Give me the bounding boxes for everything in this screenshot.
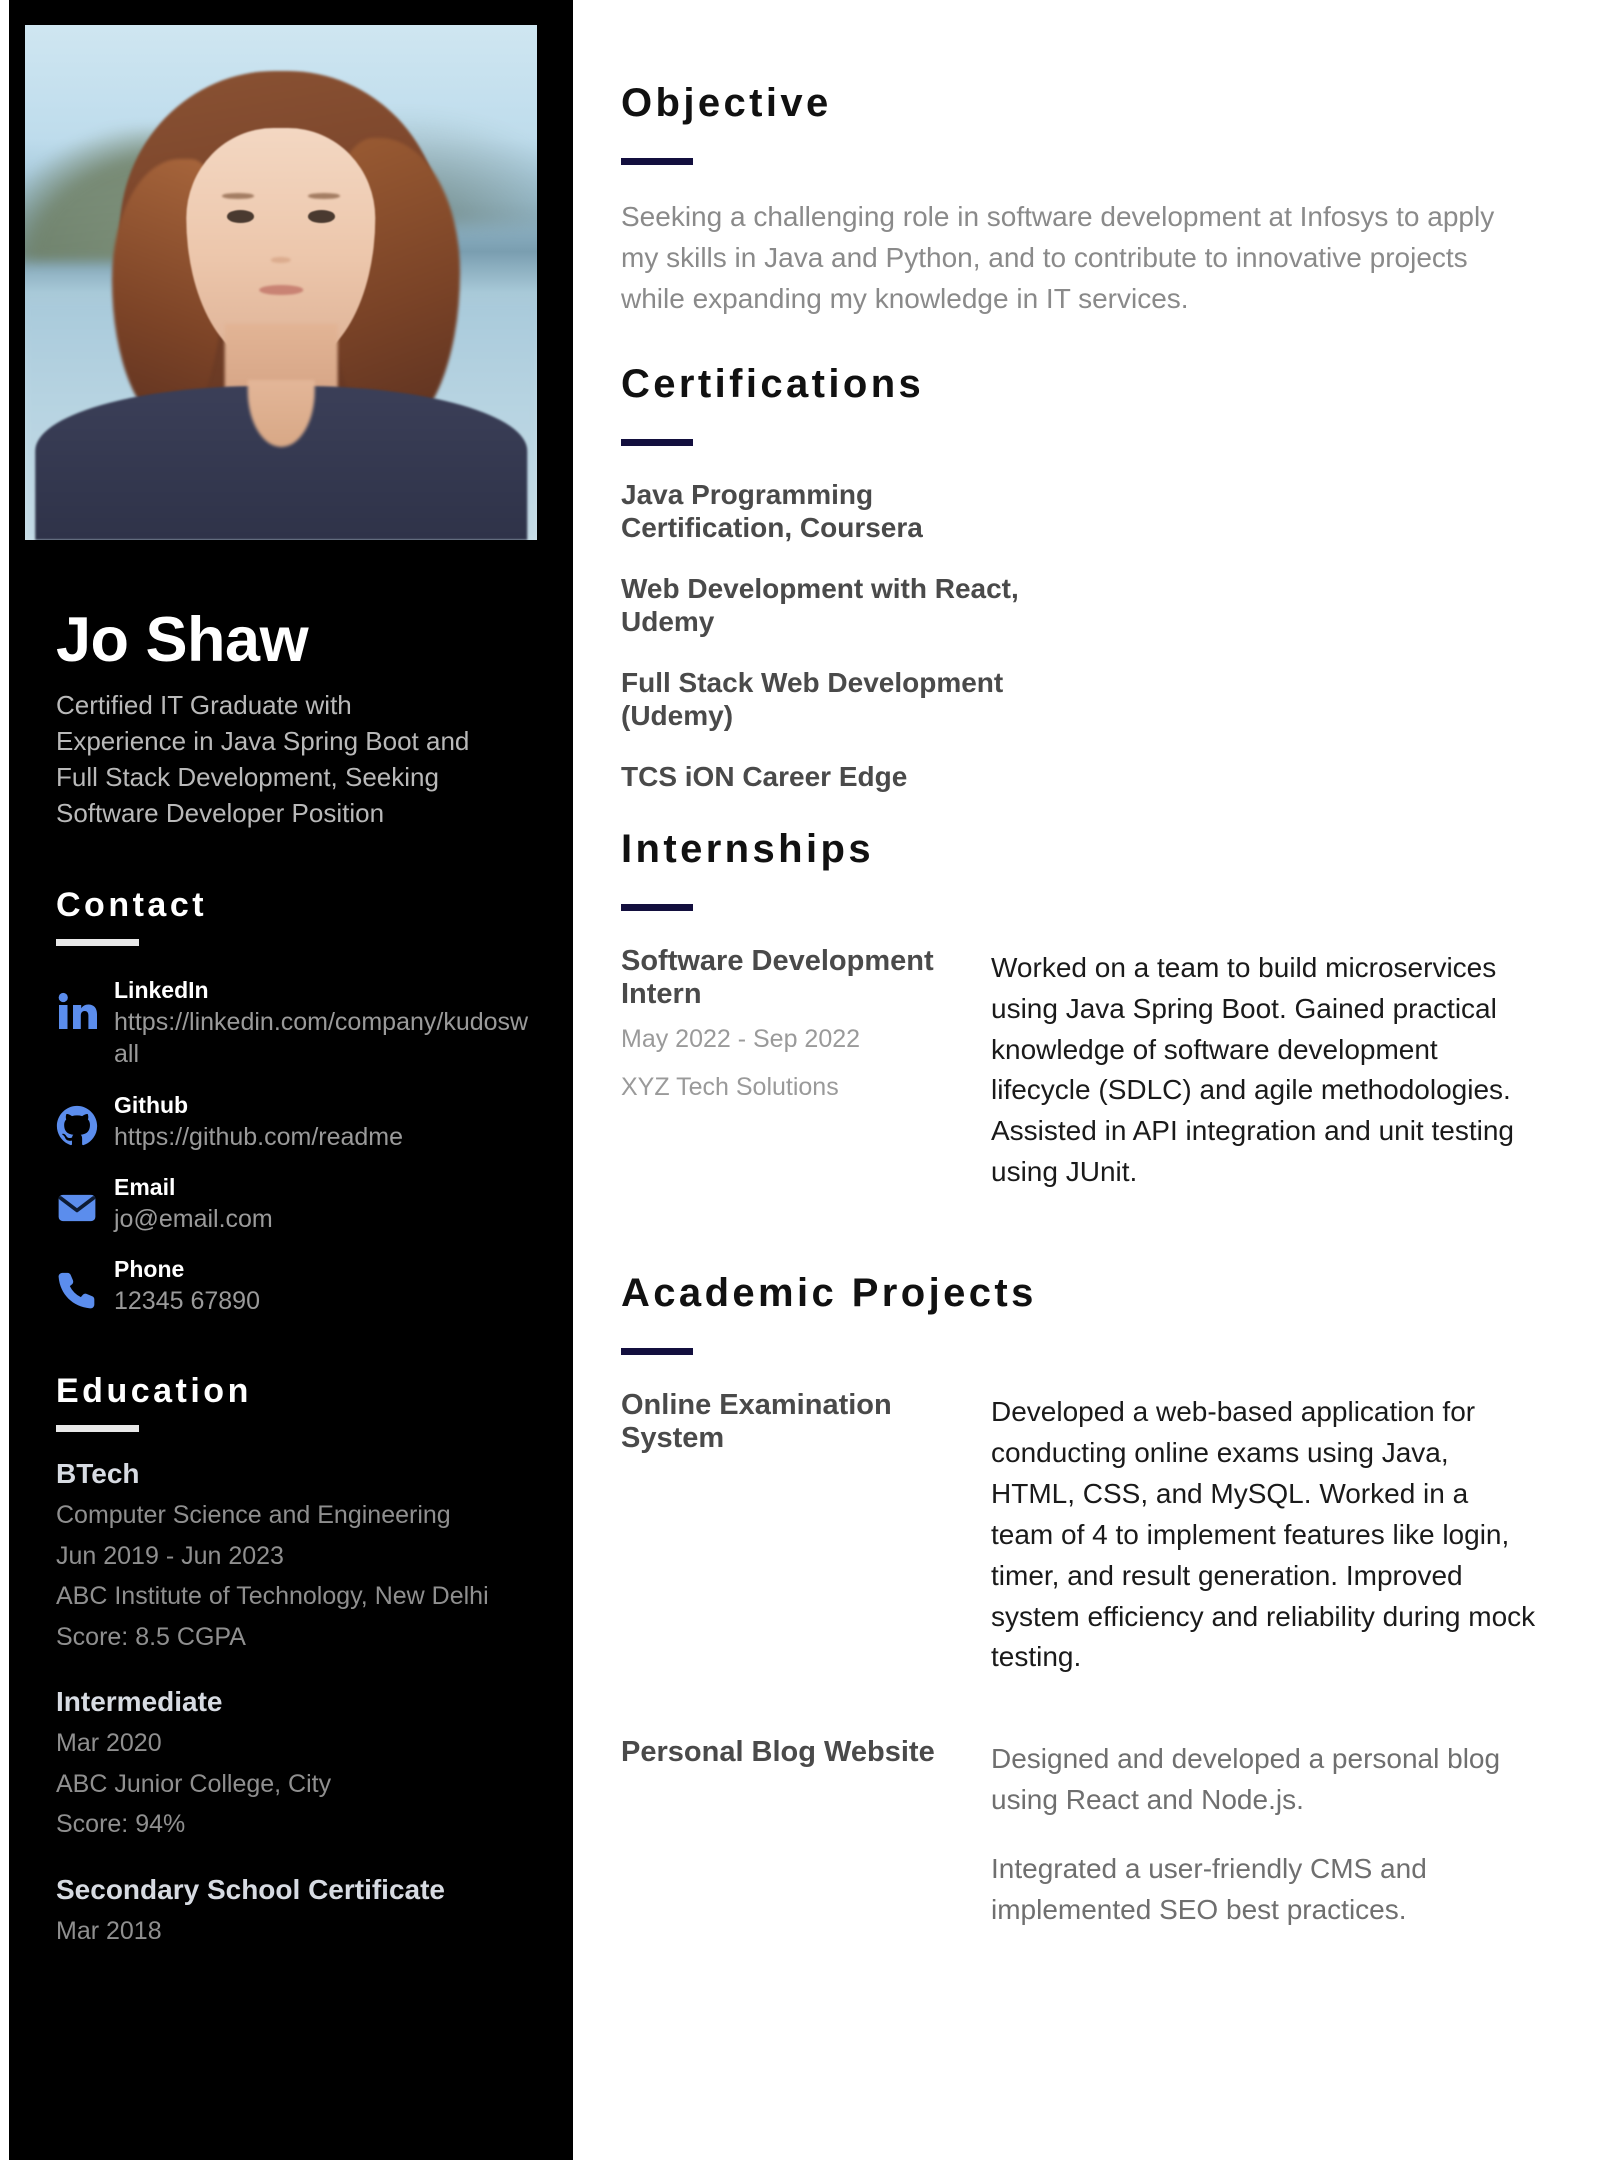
certifications-heading-rule bbox=[621, 439, 693, 446]
education-heading-rule bbox=[56, 1425, 139, 1432]
contact-value: https://github.com/readme bbox=[114, 1122, 404, 1151]
contact-item-linkedin[interactable] bbox=[56, 976, 531, 1071]
sidebar bbox=[9, 0, 573, 2160]
education-dates: ABC Junior College, City bbox=[56, 1769, 332, 1798]
section-academic-projects bbox=[621, 1271, 1536, 1931]
internship-entry bbox=[621, 945, 1536, 1193]
person-tagline: Certified IT Graduate with Experience in Java Spring Boot and Full Stack Development, Seeking Software Developer Position bbox=[56, 690, 470, 828]
certifications-list bbox=[621, 478, 1536, 793]
section-certifications bbox=[621, 362, 1536, 793]
contact-label: Phone bbox=[114, 1256, 185, 1283]
contact-value: https://linkedin.com/company/kudoswall bbox=[114, 1007, 529, 1069]
project-description-secondary: Integrated a user-friendly CMS and implemented SEO best practices. bbox=[991, 1853, 1427, 1925]
certifications-heading: Certifications bbox=[621, 362, 925, 406]
contact-list bbox=[56, 976, 531, 1318]
section-objective bbox=[621, 81, 1536, 320]
internships-heading: Internships bbox=[621, 826, 874, 871]
internship-company: XYZ Tech Solutions bbox=[621, 1073, 839, 1102]
education-field: Computer Science and Engineering bbox=[56, 1501, 451, 1529]
internship-dates: May 2022 - Sep 2022 bbox=[621, 1024, 861, 1053]
contact-value: 12345 67890 bbox=[114, 1287, 260, 1316]
certification-item: TCS iON Career Edge bbox=[621, 761, 908, 793]
education-field: Mar 2018 bbox=[56, 1916, 162, 1945]
project-description: Designed and developed a personal blog using React and Node.js. bbox=[991, 1743, 1501, 1816]
contact-label: LinkedIn bbox=[114, 976, 209, 1003]
project-title: Personal Blog Website bbox=[621, 1736, 935, 1769]
education-degree: BTech bbox=[56, 1457, 140, 1489]
education-degree: Intermediate bbox=[56, 1686, 223, 1717]
education-institute: ABC Institute of Technology, New Delhi bbox=[56, 1582, 489, 1610]
project-entry bbox=[621, 1736, 1536, 1931]
projects-heading: Academic Projects bbox=[621, 1271, 1037, 1316]
phone-icon bbox=[56, 1255, 112, 1311]
contact-item-github[interactable] bbox=[56, 1091, 531, 1153]
contact-item-phone[interactable] bbox=[56, 1255, 531, 1317]
internship-description: Worked on a team to build microservices using Java Spring Boot. Gained practical knowledge of software development lifecycle (SDLC) and agile methodologies. Assisted in API integration and unit testing using JUnit. bbox=[991, 951, 1514, 1188]
contact-heading: Contact bbox=[56, 885, 208, 924]
person-name: Jo Shaw bbox=[56, 605, 309, 675]
project-title: Online Examination System bbox=[621, 1389, 892, 1455]
linkedin-icon bbox=[56, 976, 112, 1032]
education-field: Mar 2020 bbox=[56, 1729, 162, 1758]
contact-heading-rule bbox=[56, 939, 139, 946]
main-column bbox=[573, 0, 1598, 2160]
education-heading: Education bbox=[56, 1371, 252, 1410]
contact-label: Github bbox=[114, 1091, 189, 1118]
education-entry bbox=[56, 1874, 531, 1947]
objective-text: Seeking a challenging role in software development at Infosys to apply my skills in Java and Python, and to contribute to innovative projects while expanding my knowledge in IT services. bbox=[621, 201, 1495, 315]
objective-heading: Objective bbox=[621, 81, 832, 126]
contact-label: Email bbox=[114, 1174, 176, 1201]
education-institute: Score: 94% bbox=[56, 1810, 186, 1839]
education-list bbox=[56, 1458, 531, 1947]
education-entry bbox=[56, 1458, 531, 1652]
education-score: Score: 8.5 CGPA bbox=[56, 1622, 246, 1651]
github-icon bbox=[56, 1091, 112, 1147]
section-internships bbox=[621, 827, 1536, 1193]
project-description: Developed a web-based application for conducting online exams using Java, HTML, CSS, and MySQL. Worked in a team of 4 to implement features like login, timer, and result generation. Improved system efficiency and reliability during mock testing. bbox=[991, 1396, 1536, 1673]
project-entry bbox=[621, 1389, 1536, 1678]
certification-item: Java Programming Certification, Coursera bbox=[621, 479, 923, 544]
objective-heading-rule bbox=[621, 158, 693, 165]
education-entry bbox=[56, 1686, 531, 1840]
profile-photo bbox=[25, 25, 537, 540]
internships-heading-rule bbox=[621, 904, 693, 911]
education-degree: Secondary School Certificate bbox=[56, 1873, 446, 1905]
certification-item: Full Stack Web Development (Udemy) bbox=[621, 667, 1004, 732]
education-dates: Jun 2019 - Jun 2023 bbox=[56, 1541, 284, 1570]
contact-value: jo@email.com bbox=[114, 1204, 273, 1233]
email-icon bbox=[56, 1173, 112, 1229]
contact-item-email[interactable] bbox=[56, 1173, 531, 1235]
certification-item: Web Development with React, Udemy bbox=[621, 573, 1019, 638]
internship-title: Software Development Intern bbox=[621, 944, 934, 1010]
projects-heading-rule bbox=[621, 1348, 693, 1355]
